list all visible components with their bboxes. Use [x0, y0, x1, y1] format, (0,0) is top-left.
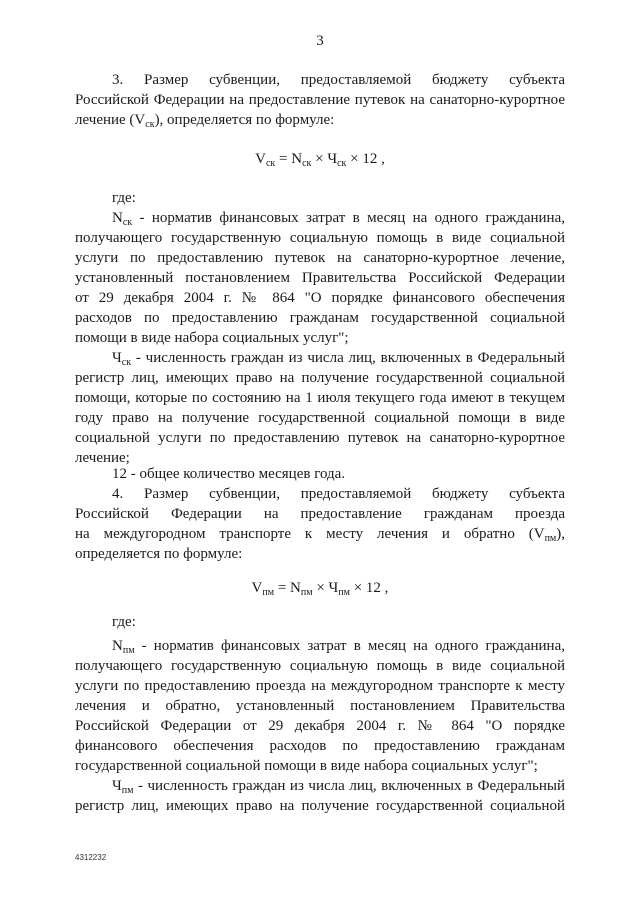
text-line: помощи, которые по состоянию на 1 июля текущего года имеют в текущем	[75, 390, 565, 406]
text-line: $N_{пм}$ - норматив финансовых затрат в месяц на одного гражданина,	[112, 638, 565, 656]
text-line: услуги по предоставлению проезда на междугородном транспорте к месту	[75, 678, 565, 694]
text-line: услуги по предоставлению путевок на санаторно-курортное лечение,	[75, 250, 565, 266]
text-line: установленный постановлением Правительства Российской Федерации	[75, 270, 565, 286]
text-line: $Ч_{пм}$ - численность граждан из числа лиц, включенных в Федеральный	[112, 778, 565, 796]
text-line: государственной социальной помощи в виде набора социальных услуг";	[75, 758, 538, 774]
text-line: финансового обеспечения расходов по предоставлению гражданам	[75, 738, 565, 754]
text-line: определяется по формуле:	[75, 546, 243, 562]
text-line: регистр лиц, имеющих право на получение государственной социальной	[75, 798, 565, 814]
text-line: 3. Размер субвенции, предоставляемой бюджету субъекта	[112, 72, 565, 88]
text-line: получающего государственную социальную помощь в виде социальной	[75, 658, 565, 674]
formula: $V_{пм} = N_{пм} \times Ч_{пм} \times 12$ ,	[251, 580, 389, 598]
text-line: где:	[112, 190, 136, 206]
text-line: $Ч_{ск}$ - численность граждан из числа лиц, включенных в Федеральный	[112, 350, 565, 368]
text-line: году право на получение государственной социальной помощи в виде	[75, 410, 565, 426]
formula: $V_{ск} = N_{ск} \times Ч_{ск} \times 12$ ,	[255, 151, 385, 169]
text-line: Российской Федерации на предоставление путевок на санаторно-курортное	[75, 92, 565, 108]
text-line: лечения и обратно, установленный постановлением Правительства	[75, 698, 565, 714]
text-line: помощи в виде набора социальных услуг";	[75, 330, 349, 346]
page-number: 3	[316, 33, 324, 49]
text-line: где:	[112, 614, 136, 630]
text-line: Российской Федерации на предоставление гражданам проезда	[75, 506, 565, 522]
text-line: лечение $(V_{ск})$, определяется по формуле:	[75, 112, 335, 130]
text-line: расходов по предоставлению гражданам государственной социальной	[75, 310, 565, 326]
text-line: Российской Федерации от 29 декабря 2004 г. № 864 "О порядке	[75, 718, 565, 734]
text-line: $N_{ск}$ - норматив финансовых затрат в месяц на одного гражданина,	[112, 210, 565, 228]
text-line: от 29 декабря 2004 г. № 864 "О порядке финансового обеспечения	[75, 290, 565, 306]
text-line: 12 - общее количество месяцев года.	[112, 466, 346, 482]
text-line: социальной услуги по предоставлению путевок на санаторно-курортное	[75, 430, 565, 446]
text-line: 4. Размер субвенции, предоставляемой бюджету субъекта	[112, 486, 565, 502]
document-id: 4312232	[75, 853, 107, 862]
text-line: лечение;	[75, 450, 130, 466]
text-line: на междугородном транспорте к месту лечения и обратно $(V_{пм})$,	[75, 526, 565, 544]
text-line: получающего государственную социальную помощь в виде социальной	[75, 230, 565, 246]
text-line: регистр лиц, имеющих право на получение государственной социальной	[75, 370, 565, 386]
